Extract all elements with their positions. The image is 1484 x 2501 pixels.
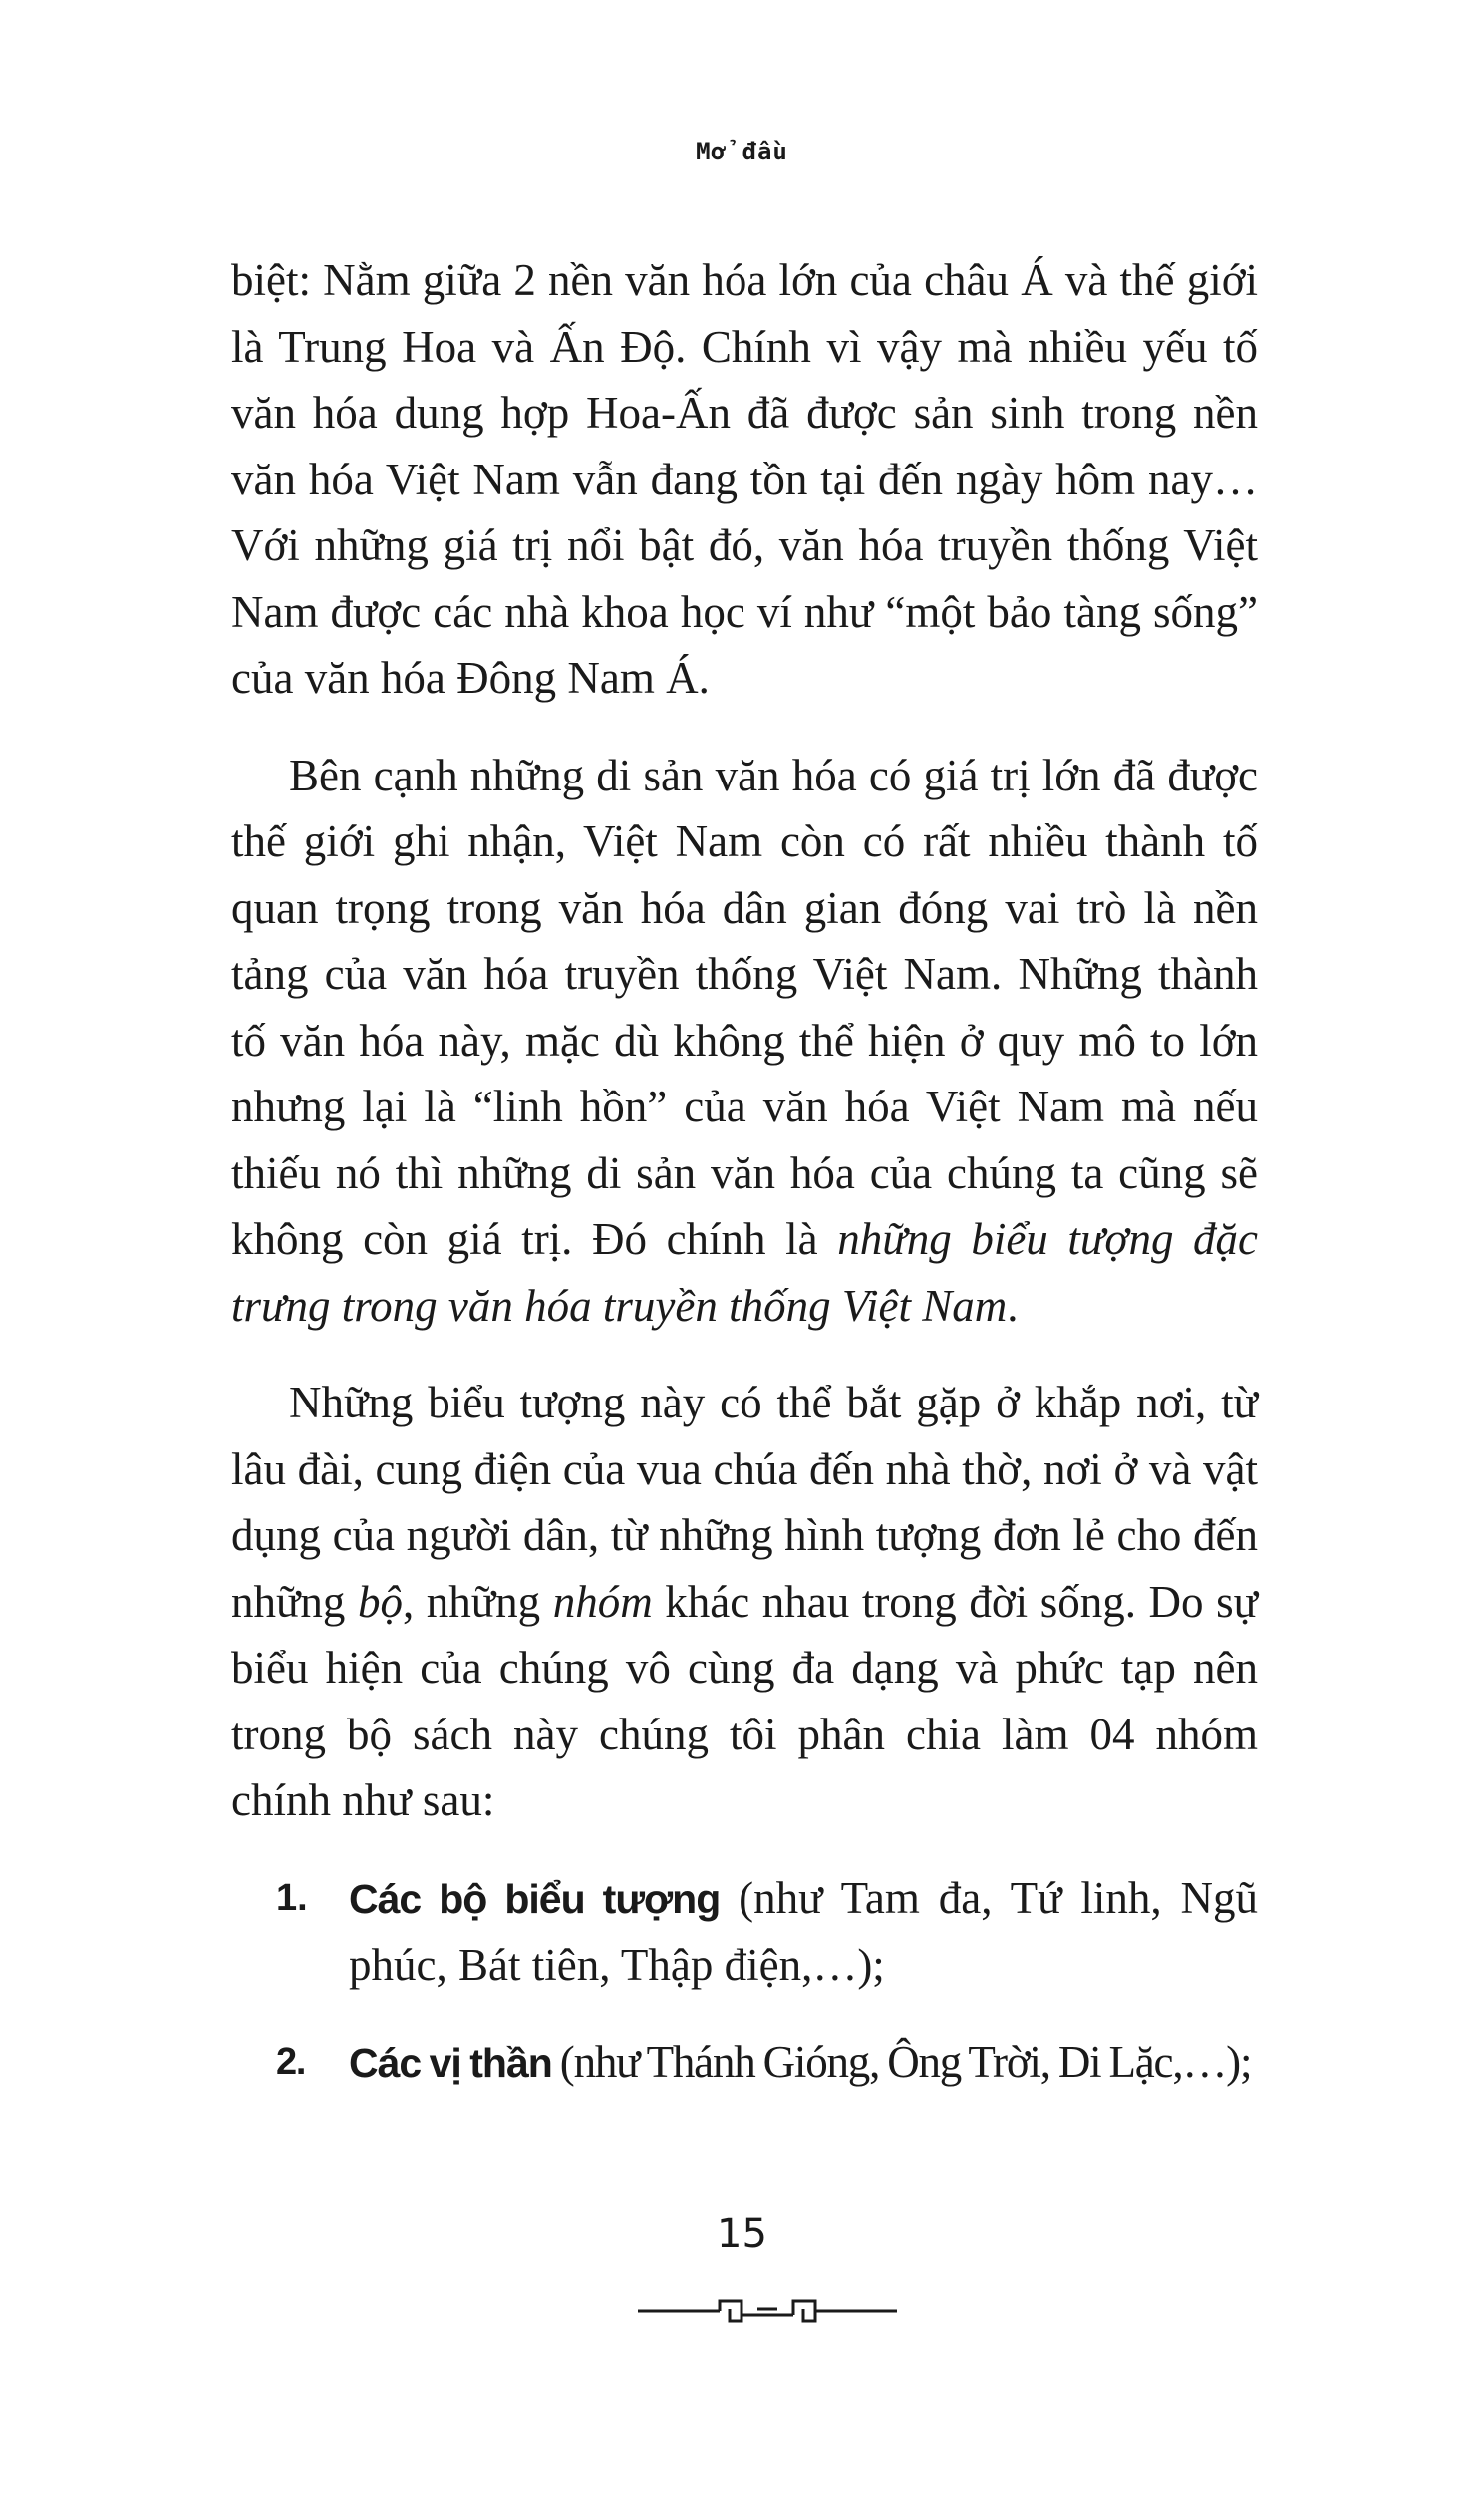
- paragraph-symbols: [231, 1370, 1258, 1834]
- paragraph-heritage-tail: .: [1007, 1280, 1019, 1331]
- paragraph-heritage: [231, 743, 1258, 1340]
- list-item-term: Các bộ biểu tượng: [349, 1875, 721, 1922]
- paragraph-heritage-emphasis: những biểu tượng đặc trưng trong văn hóa truyền thống Việt Nam: [231, 1214, 1258, 1331]
- paragraph-symbols-em-bo: bộ: [357, 1576, 403, 1627]
- paragraph-symbols-part2: , những: [402, 1576, 553, 1627]
- list-item-number: 1.: [276, 1876, 308, 1919]
- paragraph-symbols-part3: khác nhau trong đời sống. Do sự biểu hiện của chúng vô cùng đa dạng và phức tạp nên trong bộ sách này chúng tôi phân chia làm 04 nhóm chính như sau:: [231, 1576, 1259, 1825]
- body-text: [231, 247, 1258, 2096]
- page-number: 15: [717, 2211, 767, 2257]
- paragraph-symbols-em-nhom: nhóm: [552, 1576, 653, 1627]
- paragraph-heritage-lead: Bên cạnh những di sản văn hóa có giá trị lớn đã được thế giới ghi nhận, Việt Nam còn có rất nhiều thành tố quan trọng trong văn hóa dân gian đóng vai trò là nền tảng của văn hóa truyền thống Việt Nam. Những thành tố văn hóa này, mặc dù không thể hiện ở quy mô to lớn nhưng lại là “linh hồn” của văn hóa Việt Nam mà nếu thiếu nó thì những di sản văn hóa của chúng ta cũng sẽ không còn giá trị. Đó chính là: [231, 750, 1258, 1264]
- list-item-text: (như Tam đa, Tứ linh, Ngũ phúc, Bát tiên, Thập điện,…);: [349, 1872, 1258, 1990]
- running-title: Mở đầu: [696, 138, 788, 165]
- symbol-groups-list: [231, 1865, 1258, 2097]
- list-item-text: (như Thánh Gióng, Ông Trời, Di Lặc,…);: [551, 2036, 1252, 2087]
- list-item: [231, 2030, 1258, 2097]
- list-item-term: Các vị thần: [349, 2039, 552, 2086]
- list-item: [231, 1865, 1258, 1999]
- list-item-number: 2.: [276, 2040, 306, 2083]
- greek-key-ornament-icon: [638, 2291, 897, 2331]
- paragraph-symbols-part1: Những biểu tượng này có thể bắt gặp ở khắp nơi, từ lâu đài, cung điện của vua chúa đến nhà thờ, nơi ở và vật dụng của người dân, từ những hình tượng đơn lẻ cho đến những: [231, 1378, 1258, 1627]
- paragraph-continuation: biệt: Nằm giữa 2 nền văn hóa lớn của châu Á và thế giới là Trung Hoa và Ấn Độ. Chính vì vậy mà nhiều yếu tố văn hóa dung hợp Hoa-Ấn đã được sản sinh trong nền văn hóa Việt Nam vẫn đang tồn tại đến ngày hôm nay… Với những giá trị nổi bật đó, văn hóa truyền thống Việt Nam được các nhà khoa học ví như “một bảo tàng sống” của văn hóa Đông Nam Á.: [231, 255, 1258, 703]
